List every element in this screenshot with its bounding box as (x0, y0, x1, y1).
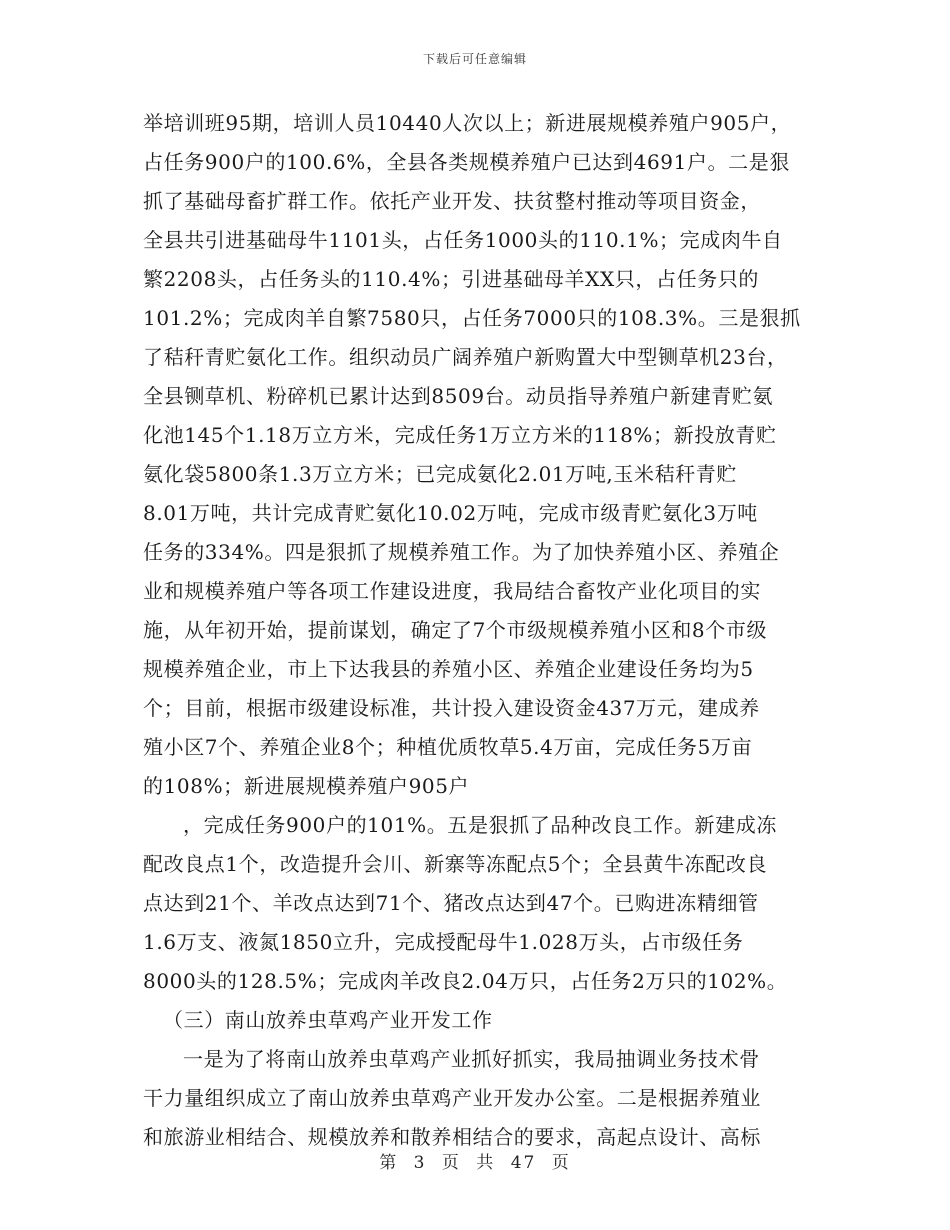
text-line: 举培训班95期，培训人员10440人次以上；新进展规模养殖户905户， (143, 111, 792, 135)
text-line: 个；目前，根据市级建设标准，共计投入建设资金437万元，建成养 (143, 696, 760, 720)
text-line: 点达到21个、羊改点达到71个、猪改点达到47个。已购进冻精细管 (143, 891, 759, 915)
document-body (143, 104, 811, 1157)
text-line: 业和规模养殖户等各项工作建设进度，我局结合畜牧产业化项目的实 (143, 579, 761, 603)
text-line: 8000头的128.5%；完成肉羊改良2.04万只，占任务2万只的102%。 (143, 969, 788, 993)
page-header-note: 下载后可任意编辑 (422, 52, 527, 66)
text-line: 任务的334%。四是狠抓了规模养殖工作。为了加快养殖小区、养殖企 (143, 540, 780, 564)
text-line: 了秸秆青贮氨化工作。组织动员广阔养殖户新购置大中型铡草机23台， (143, 345, 788, 369)
text-line: 施，从年初开始，提前谋划，确定了7个市级规模养殖小区和8个市级 (143, 618, 768, 642)
text-line: 全县共引进基础母牛1101头，占任务1000头的110.1%；完成肉牛自 (143, 228, 783, 252)
text-line: 一是为了将南山放养虫草鸡产业抓好抓实，我局抽调业务技术骨 (183, 1047, 760, 1071)
text-line: 占任务900户的100.6%，全县各类规模养殖户已达到4691户。二是狠 (143, 150, 790, 174)
text-line: 殖小区7个、养殖企业8个；种植优质牧草5.4万亩，完成任务5万亩 (143, 735, 753, 759)
footer-page-word: 页 (441, 1153, 461, 1173)
text-line: 8.01万吨，共计完成青贮氨化10.02万吨，完成市级青贮氨化3万吨 (143, 501, 758, 525)
text-line: 的108%；新进展规模养殖户905户 (143, 774, 470, 798)
text-line: 101.2%；完成肉羊自繁7580只，占任务7000只的108.3%。三是狠抓 (143, 306, 801, 330)
footer-page-number: 3 (413, 1153, 427, 1173)
footer-prefix: 第 (379, 1153, 399, 1173)
text-line: 1.6万支、液氮1850立升，完成授配母牛1.028万头，占市级任务 (143, 930, 744, 954)
footer-total-word: 共 (476, 1153, 496, 1173)
text-line: 和旅游业相结合、规模放养和散养相结合的要求，高起点设计、高标 (143, 1125, 761, 1149)
footer-suffix: 页 (551, 1153, 571, 1173)
text-line: 化池145个1.18万立方米，完成任务1万立方米的118%；新投放青贮 (143, 423, 777, 447)
page-footer (0, 1148, 950, 1173)
section-heading: （三）南山放养虫草鸡产业开发工作 (163, 1008, 493, 1032)
text-line: 氨化袋5800条1.3万立方米；已完成氨化2.01万吨,玉米秸秆青贮 (143, 462, 737, 486)
text-line: ，完成任务900户的101%。五是狠抓了品种改良工作。新建成冻 (183, 813, 777, 837)
text-line: 繁2208头，占任务头的110.4%；引进基础母羊XX只，占任务只的 (143, 267, 760, 291)
text-line: 规模养殖企业，市上下达我县的养殖小区、养殖企业建设任务均为5 (143, 657, 754, 681)
text-line: 干力量组织成立了南山放养虫草鸡产业开发办公室。二是根据养殖业 (143, 1086, 761, 1110)
text-line: 配改良点1个，改造提升会川、新寨等冻配点5个；全县黄牛冻配改良 (143, 852, 768, 876)
footer-total-pages: 47 (510, 1153, 537, 1173)
text-line: 抓了基础母畜扩群工作。依托产业开发、扶贫整村推动等项目资金， (143, 189, 761, 213)
text-line: 全县铡草机、粉碎机已累计达到8509台。动员指导养殖户新建青贮氨 (143, 384, 774, 408)
